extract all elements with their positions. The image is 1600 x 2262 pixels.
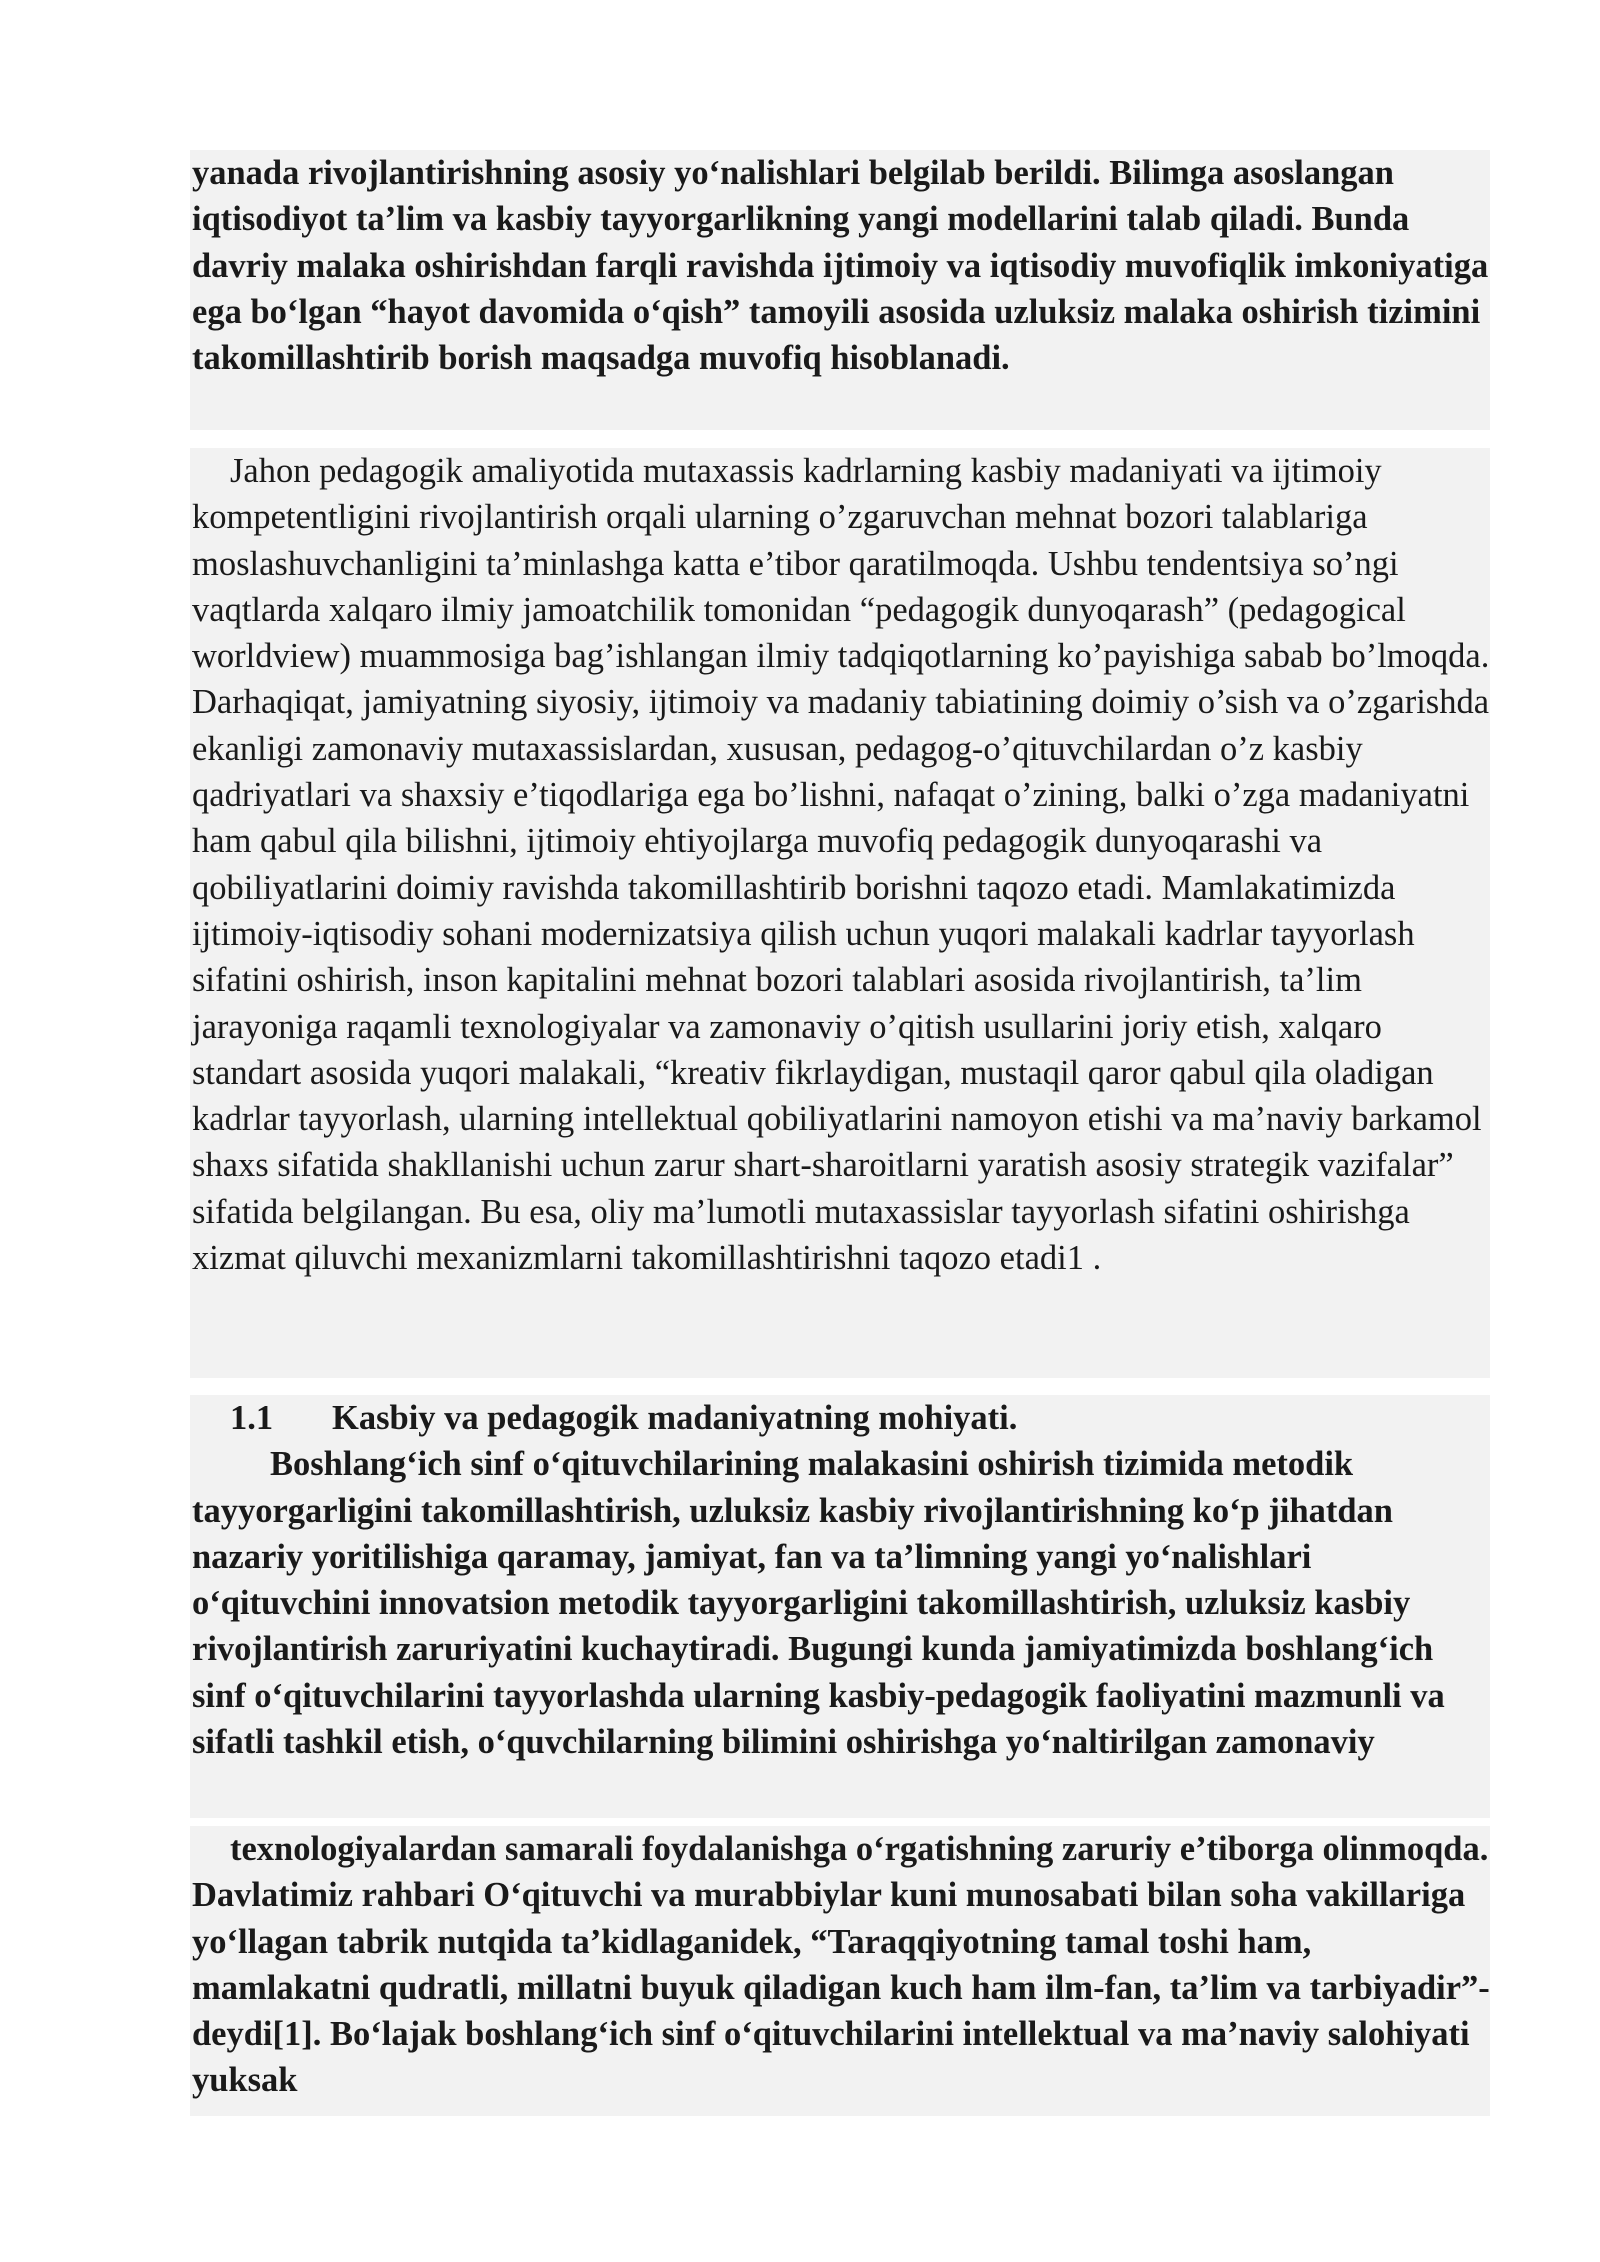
paragraph-4: texnologiyalardan samarali foydalanishga o‘rgatishning zaruriy e’tiborga olinmoqda. Davlatimiz rahbari O‘qituvchi va murabbiylar kuni munosabati bilan soha vakillariga yo‘llagan tabrik nutqida ta’kidlaganidek, “Taraqqiyotning tamal toshi ham, mamlakatni qudratli, millatni buyuk qiladigan kuch ham ilm-fan, ta’lim va tarbiyadir”-deydi[1]. Bo‘lajak boshlang‘ich sinf o‘qituvchilarini intellektual va ma’naviy salohiyati yuksak — [192, 1830, 1490, 2100]
section-title: Kasbiy va pedagogik madaniyatning mohiyati. — [332, 1399, 1018, 1437]
paragraph-2: Jahon pedagogik amaliyotida mutaxassis kadrlarning kasbiy madaniyati va ijtimoiy kompetentligini rivojlantirish orqali ularning o’zgaruvchan mehnat bozori talablariga moslashuvchanligini ta’minlashga katta e’tibor qaratilmoqda. Ushbu tendentsiya so’ngi vaqtlarda xalqaro ilmiy jamoatchilik tomonidan “pedagogik dunyoqarash” (pedagogical worldview) muammosiga bag’ishlangan ilmiy tadqiqotlarning ko’payishiga sabab bo’lmoqda. Darhaqiqat, jamiyatning siyosiy, ijtimoiy va madaniy tabiatining doimiy o’sish va o’zgarishda ekanligi zamonaviy mutaxassislardan, xususan, pedagog-o’qituvchilardan o’z kasbiy qadriyatlari va shaxsiy e’tiqodlariga ega bo’lishni, nafaqat o’zining, balki o’zga madaniyatni ham qabul qila bilishni, ijtimoiy ehtiyojlarga muvofiq pedagogik dunyoqarashi va qobiliyatlarini doimiy ravishda takomillashtirib borishni taqozo etadi. Mamlakatimizda ijtimoiy-iqtisodiy sohani modernizatsiya qilish uchun yuqori malakali kadrlar tayyorlash sifatini oshirish, inson kapitalini mehnat bozori talablari asosida rivojlantirish, ta’lim jarayoniga raqamli texnologiyalar va zamonaviy o’qitish usullarini joriy etish, xalqaro standart asosida yuqori malakali, “kreativ fikrlaydigan, mustaqil qaror qabul qila oladigan kadrlar tayyorlash, ularning intellektual qobiliyatlarini namoyon etishi va ma’naviy barkamol shaxs sifatida shakllanishi uchun zarur shart-sharoitlarni yaratish asosiy strategik vazifalar” sifatida belgilangan. Bu esa, oliy ma’lumotli mutaxassislar tayyorlash sifatini oshirishga xizmat qiluvchi mexanizmlarni takomillashtirishni taqozo etadi1 . — [192, 452, 1490, 1278]
section-heading — [192, 1395, 1490, 1441]
paragraph-block-2 — [190, 448, 1490, 1378]
paragraph-block-4 — [190, 1826, 1490, 2116]
section-block — [190, 1395, 1490, 1818]
section-number: 1.1 — [230, 1399, 274, 1437]
paragraph-1: yanada rivojlantirishning asosiy yo‘nalishlari belgilab berildi. Bilimga asoslangan iqtisodiyot ta’lim va kasbiy tayyorgarlikning yangi modellarini talab qiladi. Bunda davriy malaka oshirishdan farqli ravishda ijtimoiy va iqtisodiy muvofiqlik imkoniyatiga ega bo‘lgan “hayot davomida o‘qish” tamoyili asosida uzluksiz malaka oshirish tizimini takomillashtirib borish maqsadga muvofiq hisoblanadi. — [192, 154, 1489, 378]
paragraph-3: Boshlang‘ich sinf o‘qituvchilarining malakasini oshirish tizimida metodik tayyorgarligini takomillashtirish, uzluksiz kasbiy rivojlantirishning ko‘p jihatdan nazariy yoritilishiga qaramay, jamiyat, fan va ta’limning yangi yo‘nalishlari o‘qituvchini innovatsion metodik tayyorgarligini takomillashtirish, uzluksiz kasbiy rivojlantirish zaruriyatini kuchaytiradi. Bugungi kunda jamiyatimizda boshlang‘ich sinf o‘qituvchilarini tayyorlashda ularning kasbiy-pedagogik faoliyatini mazmunli va sifatli tashkil etish, o‘quvchilarning bilimini oshirishga yo‘naltirilgan zamonaviy — [192, 1445, 1445, 1762]
paragraph-block-1 — [190, 150, 1490, 430]
